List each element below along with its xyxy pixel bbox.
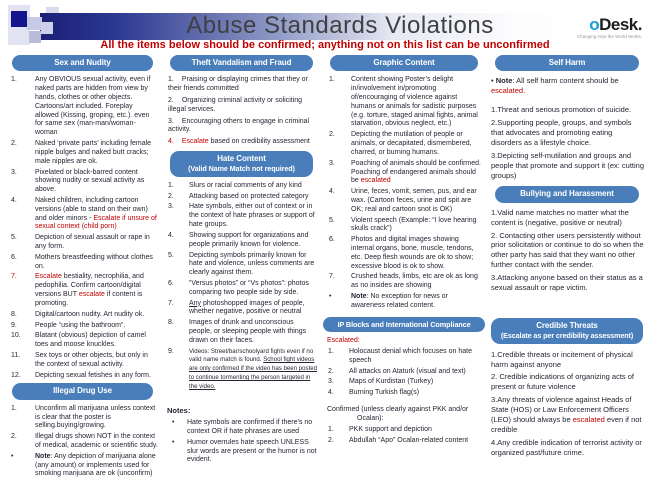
text-segment: • <box>491 76 496 86</box>
item-marker: 2. <box>328 367 334 375</box>
section-subtitle: (Valid Name Match not required) <box>188 164 295 174</box>
section-header-bullying-harassment <box>495 186 639 202</box>
text-segment: escalate <box>78 291 105 299</box>
item-text <box>35 322 160 331</box>
list-item <box>491 76 644 96</box>
list-item <box>323 131 485 157</box>
item-marker: 3. <box>329 159 335 167</box>
list-item <box>491 118 644 148</box>
text-segment: Attacking based on protected category <box>189 192 309 200</box>
decorative-square <box>11 11 27 27</box>
list-item <box>163 252 320 278</box>
list-item <box>323 378 485 387</box>
list-item <box>323 236 485 271</box>
item-marker: 4. <box>11 196 17 204</box>
item-marker: • <box>329 293 332 301</box>
list-item <box>168 97 318 115</box>
item-marker: 2. <box>11 140 17 148</box>
section-title: Theft Vandalism and Fraud <box>191 58 292 67</box>
item-marker: 4. <box>328 389 334 397</box>
section-title: Illegal Drug Use <box>53 386 112 396</box>
item-text <box>189 203 320 229</box>
text-segment: Illegal drugs shown NOT in the context of medical, academic or scientific study. <box>35 433 158 450</box>
block-lead <box>167 406 320 415</box>
item-marker: 3. <box>168 203 174 211</box>
text-segment: escalated <box>360 177 391 185</box>
item-text <box>189 193 320 202</box>
block <box>163 182 320 392</box>
item-text <box>35 372 160 381</box>
item-marker: 6. <box>168 279 174 287</box>
section-hate-notes <box>163 406 320 466</box>
item-text <box>189 300 320 318</box>
item-marker: 1. <box>168 181 174 189</box>
text-segment: Confirmed (unless clearly against PKK and/or Ocalan): <box>327 406 469 422</box>
list-item <box>323 293 485 311</box>
text-segment: Note <box>351 293 367 301</box>
item-text <box>35 254 160 272</box>
item-text <box>189 232 320 250</box>
list-item <box>323 437 485 446</box>
confirm-banner: All the items below should be confirmed; anything not on this list can be unconfirmed <box>100 39 550 51</box>
section-header-self-harm <box>495 55 639 71</box>
block <box>163 76 320 147</box>
item-text <box>189 348 320 392</box>
columns <box>5 54 645 492</box>
text-segment: Encouraging others to engage in criminal activity. <box>168 117 310 134</box>
item-marker: 1. <box>328 348 334 355</box>
item-marker: 11. <box>11 351 21 359</box>
list-item <box>163 419 320 437</box>
section-credible-threats <box>488 318 646 458</box>
text-segment: All attacks on Ataturk (visual and text) <box>349 367 466 375</box>
item-marker: 1. <box>328 425 334 433</box>
item-text <box>35 405 160 431</box>
text-segment: Note <box>495 76 513 86</box>
section-header-illegal-drug-use <box>12 383 153 399</box>
list-item <box>491 273 644 293</box>
item-marker: 1. <box>11 76 17 84</box>
text-segment: Images of drunk and unconscious people, or sleeping people with things drawn on their faces. <box>189 319 307 344</box>
list-item <box>323 188 485 214</box>
text-segment: Urine, feces, vomit, semen, pus, and ear wax. (Cartoon feces, urine and spit are OK; real and cartoon snot is OK) <box>351 188 477 213</box>
section-subtitle: (Escalate as per credibility assessment) <box>500 331 634 341</box>
item-marker: • <box>172 438 175 446</box>
list-item <box>491 350 644 370</box>
item-marker: 8. <box>168 319 174 327</box>
item-text <box>35 311 160 320</box>
section-ip-blocks <box>323 317 485 446</box>
text-segment: Escalate if unsure of sexual context (child porn) <box>35 214 157 231</box>
item-marker: • <box>172 419 175 427</box>
item-marker: 5. <box>168 251 174 259</box>
list-item <box>323 217 485 235</box>
text-segment: Burning Turkish flag(s) <box>349 389 420 397</box>
item-text <box>35 352 160 370</box>
list-item <box>5 453 160 479</box>
text-segment: based on credibility assessment <box>208 138 310 146</box>
text-segment: PKK support and depiction <box>349 425 432 433</box>
text-segment: Sex toys or other objects, but only in the context of sexual activity. <box>35 351 148 368</box>
text-segment: Notes: <box>167 405 191 415</box>
section-title: Credible Threats <box>536 320 598 330</box>
block <box>488 350 646 458</box>
text-segment: Crushed heads, limbs, etc are ok as long as no insides are showing <box>351 273 478 290</box>
text-segment: Content showing Poster’s delight in/involvement in/promoting of/encouraging of violence against humans or animals for sadistic purposes (e.g. torture, staged animal fights, animal starvation, obvious neglect, etc.) <box>351 76 478 128</box>
text-segment: escalated. <box>491 86 526 96</box>
item-text <box>35 76 160 138</box>
item-text <box>189 182 320 191</box>
item-marker: 7. <box>11 273 17 281</box>
text-segment: Poaching of animals should be confirmed. Poaching of endangered animals should be <box>351 159 481 185</box>
item-text <box>189 252 320 278</box>
item-text <box>349 378 485 387</box>
list-item <box>5 169 160 195</box>
text-segment: 2. Credible indications of organizing acts of present or future violence <box>491 372 634 392</box>
odesk-logo-text <box>577 16 642 33</box>
text-segment: Depicting the mutilation of people or animals, or decapitated, dismembered, charred, or burning humans. <box>351 131 472 156</box>
text-segment: Depiction of sexual assault or rape in any form. <box>35 234 150 251</box>
text-segment: Violent speech (Example: “I love hearing skulls crack”) <box>351 216 477 233</box>
list-item <box>5 140 160 166</box>
item-marker: 3. <box>168 117 174 125</box>
item-marker: 6. <box>329 236 335 244</box>
text-segment: escalated <box>572 415 605 425</box>
block <box>323 406 485 445</box>
item-marker: 5. <box>329 216 335 224</box>
item-text <box>349 426 485 435</box>
item-text <box>189 280 320 298</box>
text-segment: Escalate <box>35 273 62 281</box>
text-segment: Depicting sexual fetishes in any form. <box>35 371 151 379</box>
section-title: IP Blocks and International Compliance <box>337 319 471 329</box>
item-text <box>35 273 160 308</box>
list-item <box>323 273 485 291</box>
text-segment: Digital/cartoon nudity. Art nudity ok. <box>35 310 145 318</box>
column-2 <box>163 54 320 492</box>
text-segment: Naked children, including cartoon versions (able to stand on their own) and older minors - <box>35 196 148 222</box>
text-segment: : All self harm content should be <box>512 76 619 86</box>
block-lead <box>327 337 485 346</box>
item-marker: 10. <box>11 332 21 340</box>
text-segment: 3.Any threats of violence against Heads of State (HOS) or Law Enforcement Officers (LEO) should always be <box>491 395 632 425</box>
text-segment: Hate symbols, either out of context or in the context of hate phrases or support of hate groups. <box>189 203 315 229</box>
list-item <box>491 105 644 115</box>
item-text <box>35 197 160 232</box>
item-marker: 7. <box>329 273 335 281</box>
list-item <box>163 300 320 318</box>
text-segment: Unconfirm all marijuana unless context is clear that the poster is selling.buying/growing. <box>35 404 156 430</box>
list-item <box>323 389 485 398</box>
text-segment: Videos: Street/bar/schoolyard fights even if no valid name match is found. <box>189 347 314 364</box>
item-marker: 2. <box>168 97 174 105</box>
item-marker: 12. <box>11 371 21 379</box>
item-text <box>35 332 160 350</box>
block <box>488 76 646 96</box>
section-title: Graphic Content <box>373 58 435 67</box>
text-segment: Naked ‘private parts’ including female nipple bulges and naked butt cracks; male nipples are ok. <box>35 140 152 165</box>
item-text <box>351 160 485 186</box>
text-segment: even if not credible <box>491 415 642 434</box>
list-item <box>5 433 160 451</box>
list-item <box>5 76 160 138</box>
list-item <box>491 395 644 435</box>
list-item <box>5 273 160 308</box>
list-item <box>163 182 320 191</box>
section-header-hate-content <box>170 151 313 177</box>
block-lead <box>327 406 485 424</box>
list-item <box>323 426 485 435</box>
section-illegal-drug-use <box>5 383 160 479</box>
text-segment: Pixelated or black-barred content showing nudity or sexual activity as above. <box>35 168 145 194</box>
item-marker: 9. <box>11 321 17 329</box>
text-segment: 2. Contacting other users persistently without prior solicitation or continue to do so when the other party has said that they want no other further contact with the sender. <box>491 230 644 270</box>
section-title: Sex and Nudity <box>54 58 111 67</box>
item-text <box>187 439 320 465</box>
list-item <box>323 348 485 366</box>
section-self-harm <box>488 55 646 180</box>
list-item <box>323 160 485 186</box>
list-item <box>163 439 320 465</box>
text-segment: Maps of Kurdistan (Turkey) <box>349 378 434 386</box>
block <box>323 337 485 398</box>
item-text <box>187 419 320 437</box>
text-segment: 4.Any credible indication of terrorist activity or organized past/future crime. <box>491 437 642 457</box>
text-segment: 3.Depicting self-mutilation and groups and people that promote and support it (ex: cutting groups) <box>491 150 645 180</box>
list-item <box>491 372 644 392</box>
section-title: Self Harm <box>548 58 586 67</box>
text-segment: Depicting symbols primarily known for hate and violence, unless comments are clearly against them. <box>189 251 315 277</box>
text-segment: Photos and digital images showing internal organs, bone, muscle, tendons, etc. Deep flesh wounds are ok to show; excessive blood is ok to show. <box>351 236 474 270</box>
item-text <box>351 273 485 291</box>
page-title: Abuse Standards Violations <box>186 12 494 39</box>
list-item <box>5 332 160 350</box>
list-item <box>5 234 160 252</box>
list-item <box>5 405 160 431</box>
list-item <box>163 280 320 298</box>
text-segment: 1.Valid name matches no matter what the content is (negative, positive or neutral) <box>491 207 629 227</box>
text-segment: Escalated: <box>327 337 360 345</box>
section-bullying-harassment <box>488 186 646 293</box>
item-marker: 2. <box>329 131 335 139</box>
list-item <box>5 311 160 320</box>
item-marker: 2. <box>168 192 174 200</box>
odesk-logo-desk: Desk. <box>599 15 642 34</box>
item-marker: 9. <box>168 347 174 355</box>
list-item <box>5 322 160 331</box>
block <box>323 76 485 310</box>
item-text <box>35 169 160 195</box>
section-header-graphic-content <box>330 55 478 71</box>
text-segment: Hate symbols are confirmed if there’s no context OR if hate phrases are used <box>187 419 313 435</box>
text-segment: Escalate <box>181 138 209 146</box>
section-hate-content <box>163 151 320 392</box>
text-segment: bestiality, necrophilia, and pedophilia. Confirm cartoon/digital versions BUT <box>35 273 144 299</box>
item-text <box>189 319 320 345</box>
item-marker: 4. <box>329 188 335 196</box>
section-header-ip-blocks <box>323 317 485 332</box>
text-segment: if content is promoting. <box>35 291 143 307</box>
list-item <box>491 231 644 271</box>
section-header-sex-and-nudity <box>12 55 153 71</box>
text-segment: Blatant (obvious) depiction of camel toes and moose knuckles. <box>35 332 146 349</box>
item-text <box>35 140 160 166</box>
text-segment: People “using the bathroom“. <box>35 321 126 329</box>
block <box>488 208 646 293</box>
text-segment: Any OBVIOUS sexual activity, even if naked parts are hidden from view by hands, clothes or other objects. Cartoons/art included. Foreplay allowed (Kissing, groping, etc.). even for same sex (man-man/woman-woman <box>35 76 151 137</box>
section-title: Bullying and Harassment <box>520 189 614 199</box>
text-segment: 1.Credible threats or incitement of physical harm against anyone <box>491 349 633 369</box>
item-marker: • <box>11 452 14 460</box>
item-marker: 8. <box>11 310 17 318</box>
text-segment: Mothers breastfeeding without clothes on. <box>35 253 153 270</box>
decorative-square <box>27 17 42 30</box>
item-marker: 1. <box>329 76 335 84</box>
text-segment: Humor overrules hate speech UNLESS slur words are present or the humor is not evident. <box>187 438 317 464</box>
item-marker: 1. <box>11 404 17 412</box>
text-segment: photoshopped images of people, whether negative, positive or neutral <box>189 299 305 316</box>
text-segment: 2.Supporting people, groups, and symbols that advocates and promoting eating disorders as a lifestyle choice. <box>491 118 632 147</box>
item-marker: 1. <box>168 76 174 84</box>
text-segment: : No exception for news or awareness related content. <box>351 293 448 309</box>
block <box>5 76 160 380</box>
section-theft-vandalism-fraud <box>163 55 320 147</box>
item-text <box>351 76 485 129</box>
text-segment: : Any depiction of marijuana alone (any amount) or implements used for smoking marijuana are ok (unconfirm) <box>35 452 156 478</box>
list-item <box>323 76 485 129</box>
list-item <box>491 208 644 228</box>
text-segment: Note <box>35 452 51 460</box>
section-sex-and-nudity <box>5 55 160 380</box>
section-header-credible-threats <box>491 318 643 344</box>
list-item <box>323 368 485 377</box>
item-text <box>349 437 485 446</box>
column-4 <box>488 54 646 492</box>
list-item <box>163 348 320 392</box>
column-1 <box>5 54 160 492</box>
item-text <box>351 293 485 311</box>
item-marker: 4. <box>168 138 174 146</box>
item-marker: 2. <box>328 436 334 444</box>
text-segment: Any <box>189 299 202 307</box>
text-segment: Showing support for organizations and people primarily known for violence. <box>189 231 309 248</box>
text-segment: Slurs or racial comments of any kind <box>189 181 302 189</box>
item-text <box>351 236 485 271</box>
item-text <box>351 217 485 235</box>
item-text <box>349 348 485 366</box>
item-marker: 5. <box>11 234 17 242</box>
text-segment: “Versus photos” or “Vs photos”: photos comparing two people side by side. <box>189 279 309 296</box>
item-text <box>35 234 160 252</box>
list-item <box>491 151 644 181</box>
text-segment: Praising or displaying crimes that they or their friends committed <box>168 76 308 93</box>
decorative-square <box>41 22 53 34</box>
odesk-logo-o: o <box>589 15 600 34</box>
item-marker: 2. <box>11 433 17 441</box>
item-marker: 6. <box>11 253 17 261</box>
item-text <box>351 188 485 214</box>
list-item <box>491 438 644 458</box>
list-item <box>163 319 320 345</box>
item-text <box>349 368 485 377</box>
text-segment: Holocaust denial which focuses on hate speech <box>349 348 472 364</box>
block <box>5 405 160 480</box>
text-segment: School fight videos are only confirmed if the video has been posted to continue tormenting the person targeted in the video. <box>189 356 318 390</box>
list-item <box>168 118 318 136</box>
odesk-logo-tagline: Changing How the World Works. <box>576 34 642 39</box>
section-graphic-content <box>323 55 485 311</box>
list-item <box>5 197 160 232</box>
section-title: Hate Content <box>217 154 266 164</box>
list-item <box>5 372 160 381</box>
list-item <box>163 203 320 229</box>
item-text <box>35 433 160 451</box>
list-item <box>5 352 160 370</box>
item-text <box>35 453 160 479</box>
item-marker: 7. <box>168 299 174 307</box>
odesk-logo <box>577 16 642 40</box>
column-3 <box>323 54 485 492</box>
text-segment: 3.Attacking anyone based on their status as a sexual assault or rape victim. <box>491 273 643 293</box>
list-item <box>168 138 318 147</box>
item-marker: 4. <box>168 231 174 239</box>
item-text <box>351 131 485 157</box>
item-marker: 3. <box>328 378 334 386</box>
block <box>163 406 320 466</box>
list-item <box>5 254 160 272</box>
list-item <box>163 193 320 202</box>
item-marker: 3. <box>11 168 17 176</box>
section-header-theft-vandalism-fraud <box>170 55 313 71</box>
text-segment: 1.Threat and serious promotion of suicide. <box>491 105 632 115</box>
list-item <box>163 232 320 250</box>
text-segment: Abdullah “Apo” Ocalan-related content <box>349 436 469 444</box>
text-segment: Organizing criminal activity or soliciting illegal services. <box>168 97 303 113</box>
item-text <box>349 389 485 398</box>
block <box>488 105 646 180</box>
list-item <box>168 76 318 94</box>
